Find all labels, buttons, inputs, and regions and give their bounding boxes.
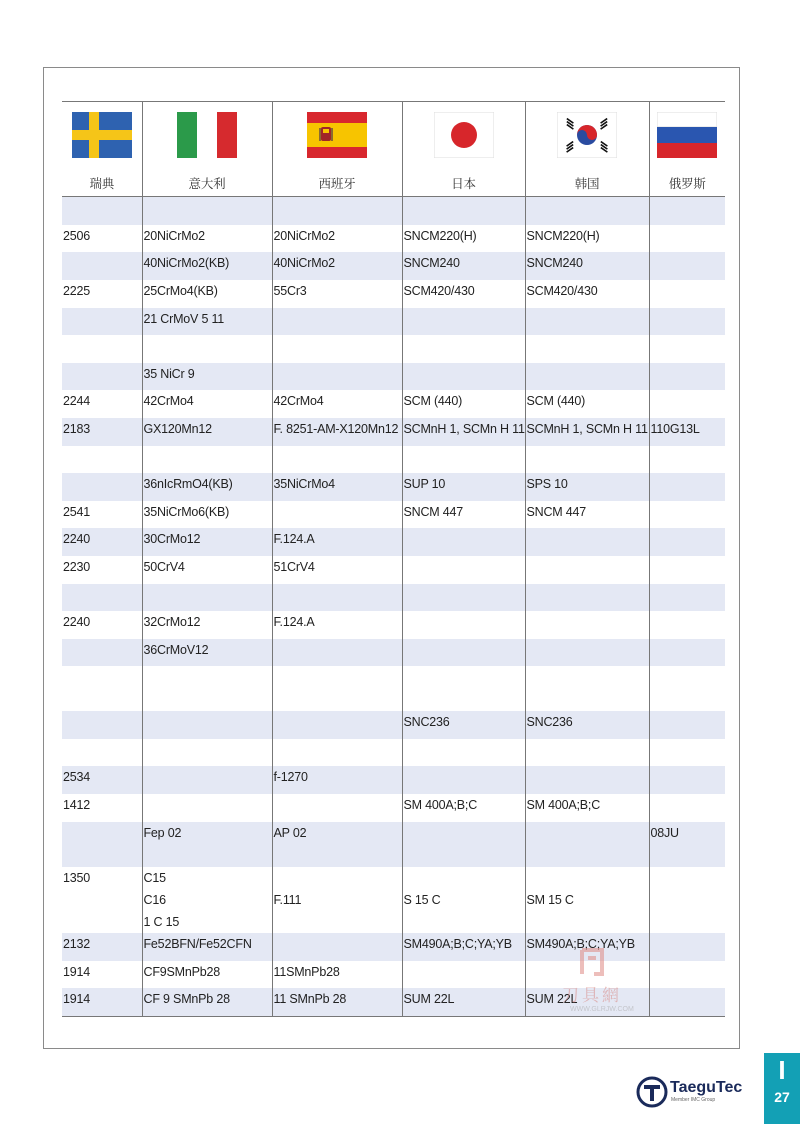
table-cell: GX120Mn12 bbox=[142, 418, 272, 446]
table-cell: 40NiCrMo2 bbox=[272, 252, 402, 280]
table-cell bbox=[649, 528, 725, 556]
table-cell bbox=[525, 363, 649, 390]
table-cell bbox=[272, 867, 402, 933]
russia-flag-icon bbox=[657, 112, 717, 158]
steel-comparison-table bbox=[62, 101, 725, 1017]
table-cell bbox=[649, 335, 725, 363]
italy-flag-icon bbox=[177, 112, 237, 158]
table-row bbox=[62, 822, 725, 867]
table-cell: CF9SMnPb28 bbox=[142, 961, 272, 988]
table-cell bbox=[649, 280, 725, 308]
table-row bbox=[62, 584, 725, 611]
table-cell: SM490A;B;C;YA;YB bbox=[525, 933, 649, 961]
table-cell bbox=[142, 584, 272, 611]
table-row bbox=[62, 308, 725, 335]
table-row bbox=[62, 390, 725, 418]
table-cell bbox=[525, 556, 649, 584]
table-row bbox=[62, 711, 725, 739]
table-cell bbox=[649, 611, 725, 639]
table-cell bbox=[62, 739, 142, 766]
section-tab bbox=[764, 1053, 800, 1124]
table-row bbox=[62, 197, 725, 226]
table-cell bbox=[649, 390, 725, 418]
cell-line bbox=[527, 867, 649, 889]
table-row bbox=[62, 446, 725, 473]
cell-line: C15 bbox=[143, 871, 166, 885]
table-cell: SNCM 447 bbox=[402, 501, 525, 528]
table-cell bbox=[272, 711, 402, 739]
table-cell: 2225 bbox=[63, 284, 91, 298]
table-row bbox=[62, 794, 725, 822]
table-cell: F.124.A bbox=[272, 528, 402, 556]
table-cell: 42CrMo4 bbox=[142, 390, 272, 418]
table-cell bbox=[272, 363, 402, 390]
table-row bbox=[62, 739, 725, 766]
table-cell bbox=[402, 308, 525, 335]
table-cell bbox=[649, 473, 725, 501]
table-cell: 2183 bbox=[62, 418, 142, 446]
table-cell: Fep 02 bbox=[142, 822, 272, 867]
table-cell bbox=[649, 666, 725, 711]
table-cell bbox=[62, 473, 142, 501]
logo-subtext: Member IMC Group bbox=[671, 1097, 716, 1103]
table-cell bbox=[649, 711, 725, 739]
table-cell bbox=[525, 197, 649, 226]
table-cell bbox=[142, 666, 272, 711]
table-cell bbox=[402, 446, 525, 473]
section-letter: I bbox=[778, 1055, 786, 1085]
korea-flag-icon bbox=[557, 112, 617, 158]
table-cell: Fe52BFN/Fe52CFN bbox=[142, 933, 272, 961]
table-cell bbox=[649, 639, 725, 666]
cell-line bbox=[404, 867, 525, 889]
table-cell bbox=[649, 197, 725, 226]
table-cell: SNCM240 bbox=[525, 252, 649, 280]
page-number: 27 bbox=[774, 1089, 790, 1105]
table-cell: 2534 bbox=[62, 766, 142, 794]
table-cell bbox=[142, 766, 272, 794]
table-cell: 21 CrMoV 5 11 bbox=[142, 308, 272, 335]
table-cell: AP 02 bbox=[272, 822, 402, 867]
table-cell: SCMnH 1, SCMn H 11 bbox=[402, 418, 525, 446]
table-cell bbox=[272, 794, 402, 822]
table-row bbox=[62, 418, 725, 446]
table-cell bbox=[142, 739, 272, 766]
table-header-row bbox=[62, 102, 725, 197]
table-cell bbox=[402, 363, 525, 390]
table-cell: 2132 bbox=[62, 933, 142, 961]
table-cell: 1350 bbox=[63, 871, 91, 885]
table-cell bbox=[402, 666, 525, 711]
table-cell: SNCM220(H) bbox=[402, 225, 525, 252]
table-cell bbox=[649, 794, 725, 822]
table-body bbox=[62, 197, 725, 1017]
header-label: 西班牙 bbox=[318, 177, 356, 191]
table-cell: SCMnH 1, SCMn H 11 bbox=[525, 418, 649, 446]
table-cell: 35 NiCr 9 bbox=[142, 363, 272, 390]
table-cell bbox=[272, 335, 402, 363]
table-cell bbox=[649, 556, 725, 584]
table-cell bbox=[62, 711, 142, 739]
table-cell bbox=[649, 739, 725, 766]
table-cell bbox=[649, 363, 725, 390]
table-cell: 1914 bbox=[62, 988, 142, 1017]
table-cell bbox=[62, 363, 142, 390]
table-cell: 25CrMo4(KB) bbox=[142, 280, 272, 308]
table-cell bbox=[62, 446, 142, 473]
table-cell bbox=[649, 225, 725, 252]
table-cell: F. 8251-AM-X120Mn12 bbox=[272, 418, 402, 446]
table-cell bbox=[142, 335, 272, 363]
table-cell bbox=[142, 197, 272, 226]
taegutec-logo bbox=[636, 1075, 761, 1109]
table-cell: SCM420/430 bbox=[402, 280, 525, 308]
table-row bbox=[62, 666, 725, 711]
table-cell bbox=[649, 308, 725, 335]
table-cell: SPS 10 bbox=[525, 473, 649, 501]
header-label: 韩国 bbox=[574, 177, 600, 191]
table-cell: SNC236 bbox=[525, 711, 649, 739]
table-cell: 51CrV4 bbox=[272, 556, 402, 584]
table-cell bbox=[525, 666, 649, 711]
table-cell: SM 400A;B;C bbox=[402, 794, 525, 822]
table-row bbox=[62, 611, 725, 639]
table-cell bbox=[402, 867, 525, 933]
table-cell: 2240 bbox=[63, 615, 91, 629]
table-row bbox=[62, 766, 725, 794]
table-cell bbox=[649, 252, 725, 280]
table-cell bbox=[272, 584, 402, 611]
table-cell bbox=[525, 528, 649, 556]
table-cell: 35NiCrMo6(KB) bbox=[142, 501, 272, 528]
watermark bbox=[540, 944, 680, 1019]
table-cell: SCM (440) bbox=[402, 390, 525, 418]
header-spain bbox=[272, 102, 402, 197]
table-cell bbox=[272, 446, 402, 473]
table-cell: 11SMnPb28 bbox=[272, 961, 402, 988]
logo-text: TaeguTec bbox=[670, 1079, 743, 1096]
table-cell bbox=[649, 584, 725, 611]
table-cell: 42CrMo4 bbox=[272, 390, 402, 418]
japan-flag-icon bbox=[434, 112, 494, 158]
table-row bbox=[62, 473, 725, 501]
table-cell bbox=[402, 639, 525, 666]
header-russia bbox=[649, 102, 725, 197]
table-cell bbox=[62, 822, 142, 867]
taegutec-logo-icon bbox=[636, 1076, 668, 1108]
table-cell bbox=[525, 584, 649, 611]
spain-flag-icon bbox=[307, 112, 367, 158]
table-cell bbox=[525, 867, 649, 933]
table-row bbox=[62, 225, 725, 252]
watermark-text: 刀具網 bbox=[562, 986, 622, 1005]
table-row bbox=[62, 252, 725, 280]
table-cell: SNCM240 bbox=[402, 252, 525, 280]
table-cell: SM 400A;B;C bbox=[525, 794, 649, 822]
cell-line: SM 15 C bbox=[526, 893, 574, 907]
table-cell: SUP 10 bbox=[402, 473, 525, 501]
header-korea bbox=[525, 102, 649, 197]
table-cell bbox=[142, 711, 272, 739]
table-cell: 08JU bbox=[649, 822, 725, 867]
table-cell bbox=[525, 446, 649, 473]
table-cell: F.124.A bbox=[272, 611, 402, 639]
table-cell bbox=[272, 639, 402, 666]
table-cell bbox=[62, 335, 142, 363]
table-cell: SUM 22L bbox=[525, 988, 649, 1017]
table-row bbox=[62, 639, 725, 666]
table-cell bbox=[272, 308, 402, 335]
table-row bbox=[62, 363, 725, 390]
table-cell bbox=[402, 335, 525, 363]
table-cell bbox=[62, 639, 142, 666]
table-cell bbox=[525, 739, 649, 766]
table-cell bbox=[62, 666, 142, 711]
table-cell: 1412 bbox=[63, 798, 91, 812]
table-cell: 2541 bbox=[63, 505, 91, 519]
table-cell bbox=[402, 739, 525, 766]
table-cell: SNC236 bbox=[402, 711, 525, 739]
table-cell bbox=[402, 611, 525, 639]
table-cell bbox=[402, 556, 525, 584]
table-row bbox=[62, 335, 725, 363]
table-cell bbox=[142, 794, 272, 822]
table-cell bbox=[272, 933, 402, 961]
table-cell: 1914 bbox=[63, 965, 91, 979]
header-sweden bbox=[62, 102, 142, 197]
table-row bbox=[62, 501, 725, 528]
table-row bbox=[62, 528, 725, 556]
table-cell bbox=[649, 501, 725, 528]
table-row bbox=[62, 867, 725, 933]
table-cell: 55Cr3 bbox=[272, 280, 402, 308]
table-cell bbox=[402, 766, 525, 794]
table-cell: SUM 22L bbox=[402, 988, 525, 1017]
watermark-url: WWW.GLRJW.COM bbox=[570, 1006, 634, 1013]
table-cell bbox=[402, 528, 525, 556]
table-cell: 32CrMo12 bbox=[142, 611, 272, 639]
table-cell bbox=[142, 867, 272, 933]
table-cell bbox=[402, 197, 525, 226]
table-cell bbox=[272, 739, 402, 766]
cell-line: F.111 bbox=[273, 893, 302, 907]
table-cell bbox=[62, 584, 142, 611]
table-cell: SCM (440) bbox=[525, 390, 649, 418]
table-cell bbox=[649, 867, 725, 933]
table-cell: 36nIcRmO4(KB) bbox=[142, 473, 272, 501]
table-cell bbox=[525, 308, 649, 335]
table-cell bbox=[402, 961, 525, 988]
header-italy bbox=[142, 102, 272, 197]
header-label: 瑞典 bbox=[89, 177, 115, 191]
table-cell bbox=[272, 197, 402, 226]
header-label: 日本 bbox=[451, 177, 476, 191]
table-cell bbox=[142, 446, 272, 473]
table-cell bbox=[525, 822, 649, 867]
cell-line: C16 bbox=[143, 893, 166, 907]
table-cell: 20NiCrMo2 bbox=[272, 225, 402, 252]
table-cell: 2506 bbox=[63, 229, 91, 243]
table-cell: SNCM220(H) bbox=[525, 225, 649, 252]
table-cell bbox=[525, 766, 649, 794]
table-cell bbox=[649, 766, 725, 794]
header-label: 俄罗斯 bbox=[668, 177, 706, 191]
table-cell: SM490A;B;C;YA;YB bbox=[402, 933, 525, 961]
table-cell: 50CrV4 bbox=[142, 556, 272, 584]
table-cell: 2240 bbox=[62, 528, 142, 556]
table-row bbox=[62, 280, 725, 308]
table-cell bbox=[525, 611, 649, 639]
table-cell bbox=[525, 639, 649, 666]
table-cell: 30CrMo12 bbox=[142, 528, 272, 556]
table-cell: 2230 bbox=[63, 560, 91, 574]
table-cell: 35NiCrMo4 bbox=[272, 473, 402, 501]
table-cell: 2244 bbox=[63, 394, 91, 408]
cell-line: 1 C 15 bbox=[143, 915, 180, 929]
table-row bbox=[62, 556, 725, 584]
table-cell: 36CrMoV12 bbox=[142, 639, 272, 666]
cell-line: S 15 C bbox=[403, 893, 441, 907]
table-cell bbox=[62, 308, 142, 335]
table-cell bbox=[525, 335, 649, 363]
table-cell bbox=[649, 446, 725, 473]
sweden-flag-icon bbox=[72, 112, 132, 158]
table-cell bbox=[402, 822, 525, 867]
table-cell: 40NiCrMo2(KB) bbox=[142, 252, 272, 280]
table-cell bbox=[272, 501, 402, 528]
cell-line bbox=[274, 867, 402, 889]
table-cell bbox=[62, 252, 142, 280]
table-cell: CF 9 SMnPb 28 bbox=[142, 988, 272, 1017]
table-cell: SNCM 447 bbox=[525, 501, 649, 528]
table-cell: 110G13L bbox=[649, 418, 725, 446]
table-cell: SCM420/430 bbox=[525, 280, 649, 308]
table-cell bbox=[272, 666, 402, 711]
table-cell: 11 SMnPb 28 bbox=[272, 988, 402, 1017]
table-cell bbox=[402, 584, 525, 611]
header-label: 意大利 bbox=[188, 177, 226, 191]
table-cell: 20NiCrMo2 bbox=[142, 225, 272, 252]
header-japan bbox=[402, 102, 525, 197]
table-cell bbox=[62, 197, 142, 226]
table-cell: f-1270 bbox=[272, 766, 402, 794]
